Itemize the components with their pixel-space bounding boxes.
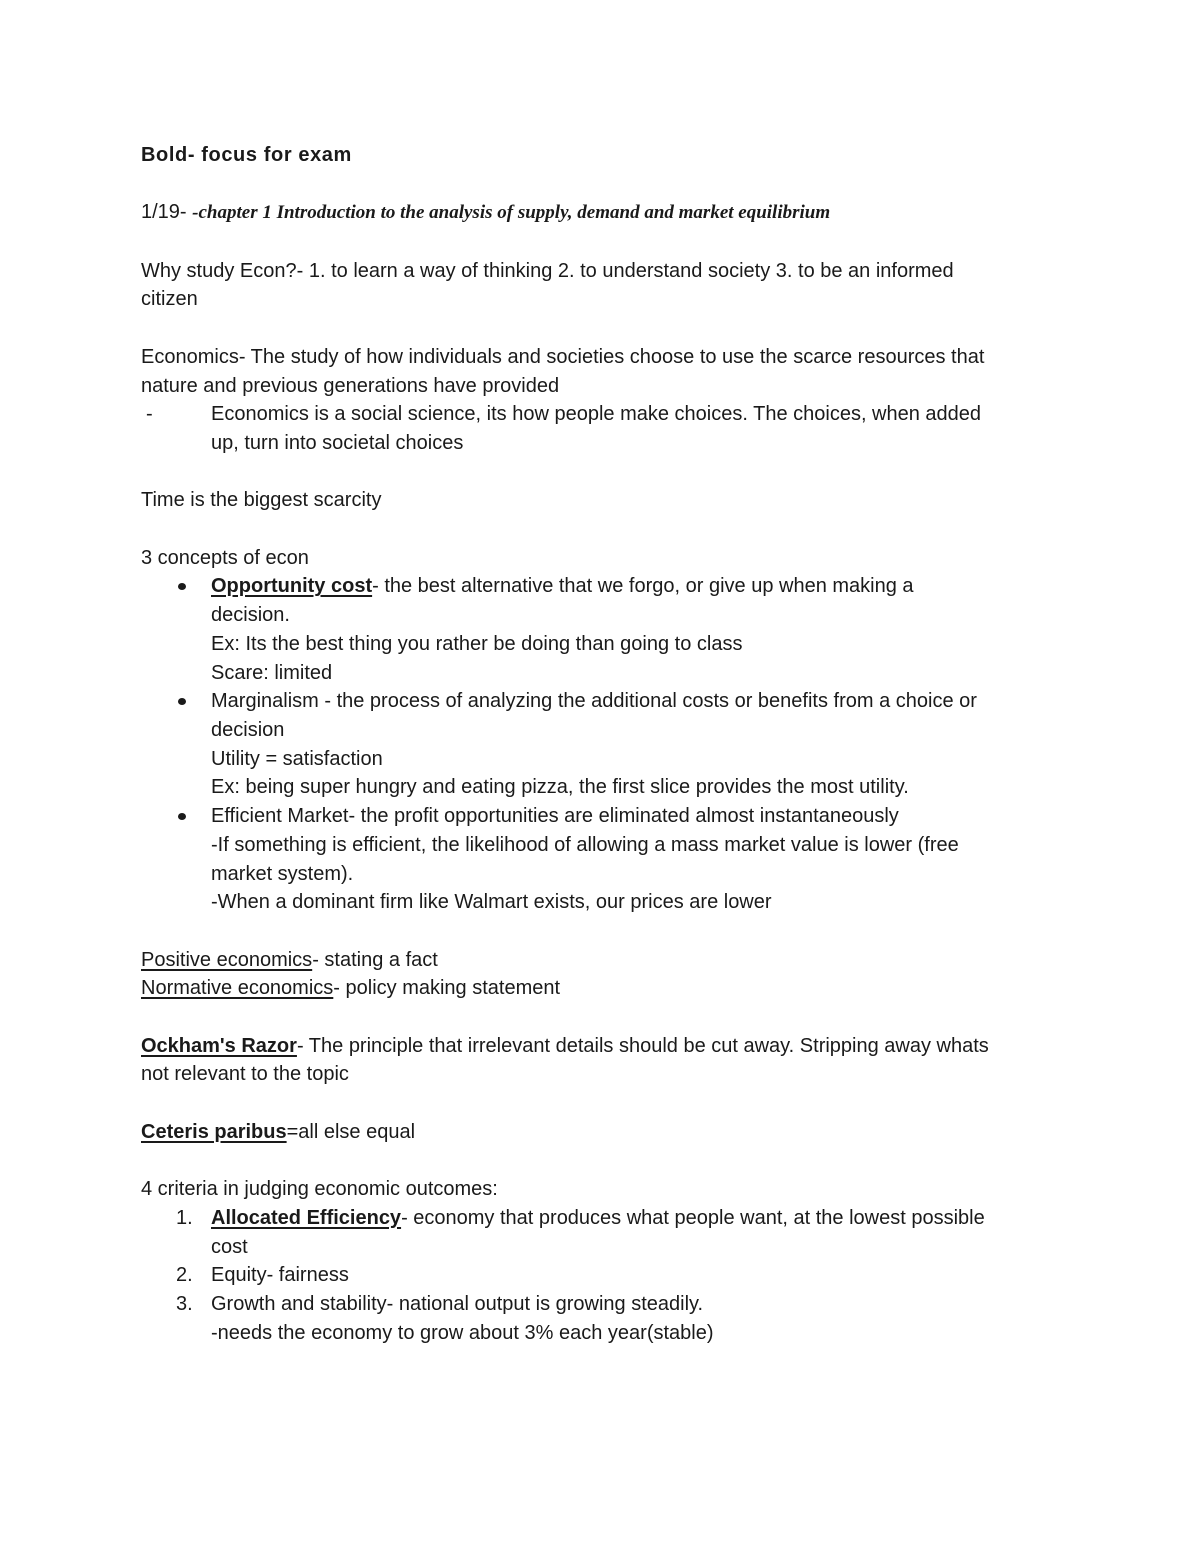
list-number: 1. — [176, 1206, 193, 1229]
concept-line: Ex: being super hungry and eating pizza, the first slice provides the most utility. — [211, 776, 909, 799]
economics-definition-line-2: nature and previous generations have provided — [141, 374, 560, 397]
normative-economics-line — [141, 974, 1061, 1003]
concept-line: decision. — [211, 604, 290, 627]
positive-economics-line — [141, 946, 1061, 975]
chapter-line — [141, 198, 1061, 228]
concept-line: Utility = satisfaction — [211, 747, 383, 770]
term-opportunity-cost: Opportunity cost — [211, 575, 373, 598]
ceteris-text: =all else equal — [286, 1120, 416, 1143]
concept-text: - the best alternative that we forgo, or give up when making a — [372, 575, 914, 598]
ockham-text: - The principle that irrelevant details should be cut away. Stripping away whats — [296, 1034, 989, 1057]
concepts-heading: 3 concepts of econ — [141, 546, 309, 569]
list-number: 2. — [176, 1264, 193, 1287]
ockham-line-2: not relevant to the topic — [141, 1063, 349, 1086]
concept-text: Efficient Market- the profit opportunities are eliminated almost instantaneously — [211, 805, 899, 828]
normative-economics-text: - policy making statement — [333, 977, 561, 1000]
why-study-line-1: Why study Econ?- 1. to learn a way of thinking 2. to understand society 3. to be an informed — [141, 259, 954, 282]
bullet-icon — [178, 583, 186, 590]
bullet-icon — [178, 813, 186, 820]
concept-text: Marginalism - the process of analyzing the additional costs or benefits from a choice or — [211, 690, 977, 713]
chapter-date: 1/19- — [141, 201, 193, 224]
criteria-heading: 4 criteria in judging economic outcomes: — [141, 1178, 498, 1201]
concept-line: -If something is efficient, the likelihood of allowing a mass market value is lower (free — [211, 833, 959, 856]
term-ockhams-razor: Ockham's Razor — [141, 1034, 297, 1057]
term-normative-economics: Normative economics — [141, 977, 334, 1000]
concept-line: Scare: limited — [211, 661, 333, 684]
dash-marker: - — [146, 403, 153, 426]
economics-definition-line-1: Economics- The study of how individuals and societies choose to use the scarce resources that — [141, 345, 985, 368]
concept-line: Ex: Its the best thing you rather be doing than going to class — [211, 632, 743, 655]
document-page — [141, 141, 1061, 1347]
criteria-line: cost — [211, 1235, 248, 1258]
concept-opportunity-cost — [141, 572, 1061, 687]
chapter-title: -chapter 1 Introduction to the analysis of supply, demand and market equilibrium — [192, 202, 831, 224]
term-ceteris-paribus: Ceteris paribus — [141, 1120, 287, 1143]
criteria-item-2 — [141, 1261, 1061, 1290]
concept-marginalism — [141, 687, 1061, 802]
economics-sub-item — [141, 400, 1061, 457]
document-heading: Bold- focus for exam — [141, 144, 352, 166]
criteria-text: - economy that produces what people want, at the lowest possible — [401, 1206, 985, 1229]
term-positive-economics: Positive economics — [141, 948, 313, 971]
time-scarcity: Time is the biggest scarcity — [141, 489, 382, 512]
concept-line: market system). — [211, 862, 354, 885]
criteria-text: Growth and stability- national output is growing steadily. — [211, 1292, 704, 1315]
economics-sub-line-2: up, turn into societal choices — [211, 431, 464, 454]
criteria-item-3 — [141, 1290, 1061, 1347]
why-study-line-2: citizen — [141, 288, 198, 311]
positive-economics-text: - stating a fact — [312, 948, 438, 971]
criteria-text: Equity- fairness — [211, 1264, 349, 1287]
criteria-item-1 — [141, 1204, 1061, 1261]
economics-sub-line-1: Economics is a social science, its how people make choices. The choices, when added — [211, 403, 982, 426]
concept-line: decision — [211, 718, 285, 741]
list-number: 3. — [176, 1292, 193, 1315]
ockham-line-1 — [141, 1032, 1061, 1061]
concept-efficient-market — [141, 802, 1061, 917]
ceteris-paribus-line — [141, 1118, 1061, 1147]
term-allocated-efficiency: Allocated Efficiency — [211, 1206, 402, 1229]
criteria-line: -needs the economy to grow about 3% each year(stable) — [211, 1321, 714, 1344]
concept-line: -When a dominant firm like Walmart exists, our prices are lower — [211, 891, 772, 914]
bullet-icon — [178, 698, 186, 705]
